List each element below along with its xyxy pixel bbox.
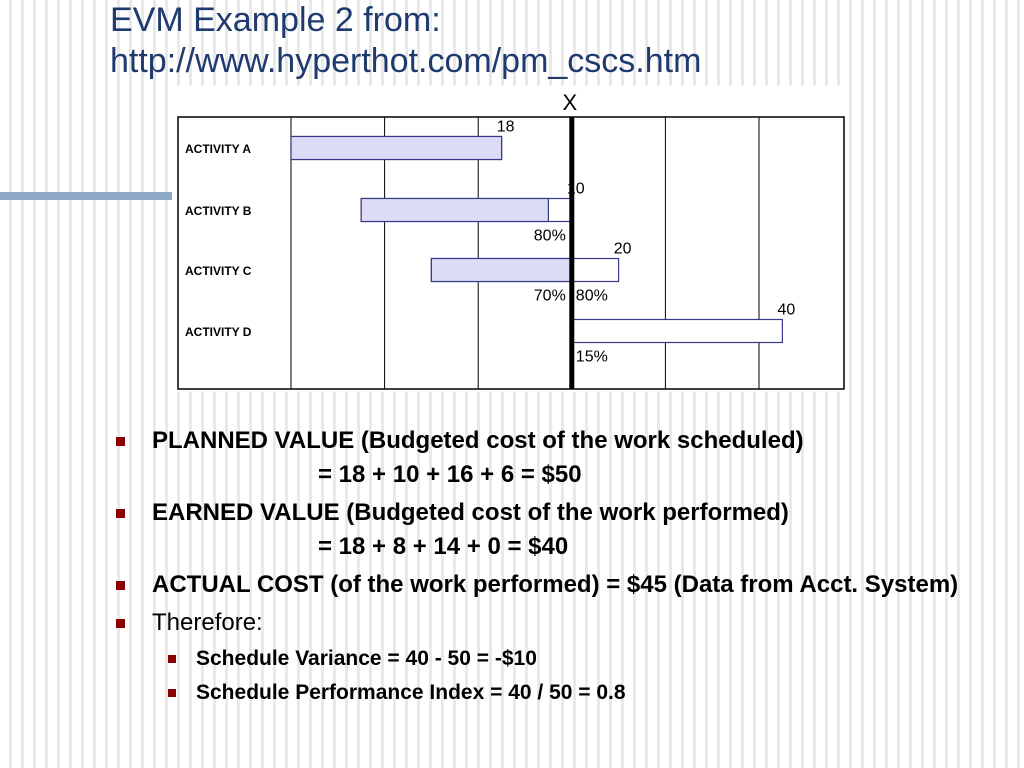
- spi-label: Schedule Performance Index = 40 / 50 = 0.8: [196, 681, 626, 704]
- planned-value-formula: = 18 + 10 + 16 + 6 = $50: [318, 461, 582, 488]
- bullet-earned-value: [112, 496, 1012, 564]
- slide-title: [110, 0, 990, 82]
- activity-bar: [572, 320, 783, 343]
- sub-bullet-spi: [112, 678, 1012, 708]
- budget-label: 40: [777, 301, 796, 319]
- budget-label: 20: [613, 240, 632, 258]
- therefore-label: Therefore:: [152, 609, 263, 636]
- percent-label: 70%: [533, 287, 566, 305]
- bullet-therefore: [112, 606, 1012, 640]
- bullet-marker: [116, 581, 125, 590]
- percent-label: 80%: [533, 227, 566, 245]
- title-line-1: EVM Example 2 from:: [110, 1, 441, 39]
- completed-bar: [431, 259, 571, 282]
- sub-bullet-marker: [168, 655, 176, 663]
- budget-label: 10: [566, 180, 585, 198]
- bullet-marker: [116, 437, 125, 446]
- bullet-marker: [116, 619, 125, 628]
- actual-cost-label: ACTUAL COST (of the work performed) = $45 (Data from Acct. System): [152, 571, 959, 598]
- completed-bar: [361, 199, 548, 222]
- gantt-chart: [172, 86, 846, 392]
- activity-label: ACTIVITY C: [185, 264, 252, 278]
- budget-label: 18: [496, 118, 515, 136]
- bullet-marker: [116, 509, 125, 518]
- earned-value-formula: = 18 + 8 + 14 + 0 = $40: [318, 533, 569, 560]
- earned-value-label: EARNED VALUE (Budgeted cost of the work performed): [152, 499, 789, 526]
- activity-label: ACTIVITY A: [185, 142, 252, 156]
- title-line-2: http://www.hyperthot.com/pm_cscs.htm: [110, 42, 702, 80]
- sub-bullet-schedule-variance: [112, 644, 1012, 674]
- sub-bullet-marker: [168, 689, 176, 697]
- bullet-actual-cost: [112, 568, 1012, 602]
- percent-label: 15%: [575, 348, 608, 366]
- planned-value-label: PLANNED VALUE (Budgeted cost of the work scheduled): [152, 427, 804, 454]
- bullet-planned-value: [112, 424, 1012, 492]
- bullet-list: [112, 424, 1012, 708]
- accent-bar: [0, 192, 172, 200]
- percent-label: 80%: [575, 287, 608, 305]
- completed-bar: [291, 137, 502, 160]
- status-marker-label: X: [562, 90, 578, 115]
- schedule-variance-label: Schedule Variance = 40 - 50 = -$10: [196, 647, 537, 670]
- activity-label: ACTIVITY B: [185, 204, 252, 218]
- activity-label: ACTIVITY D: [185, 325, 252, 339]
